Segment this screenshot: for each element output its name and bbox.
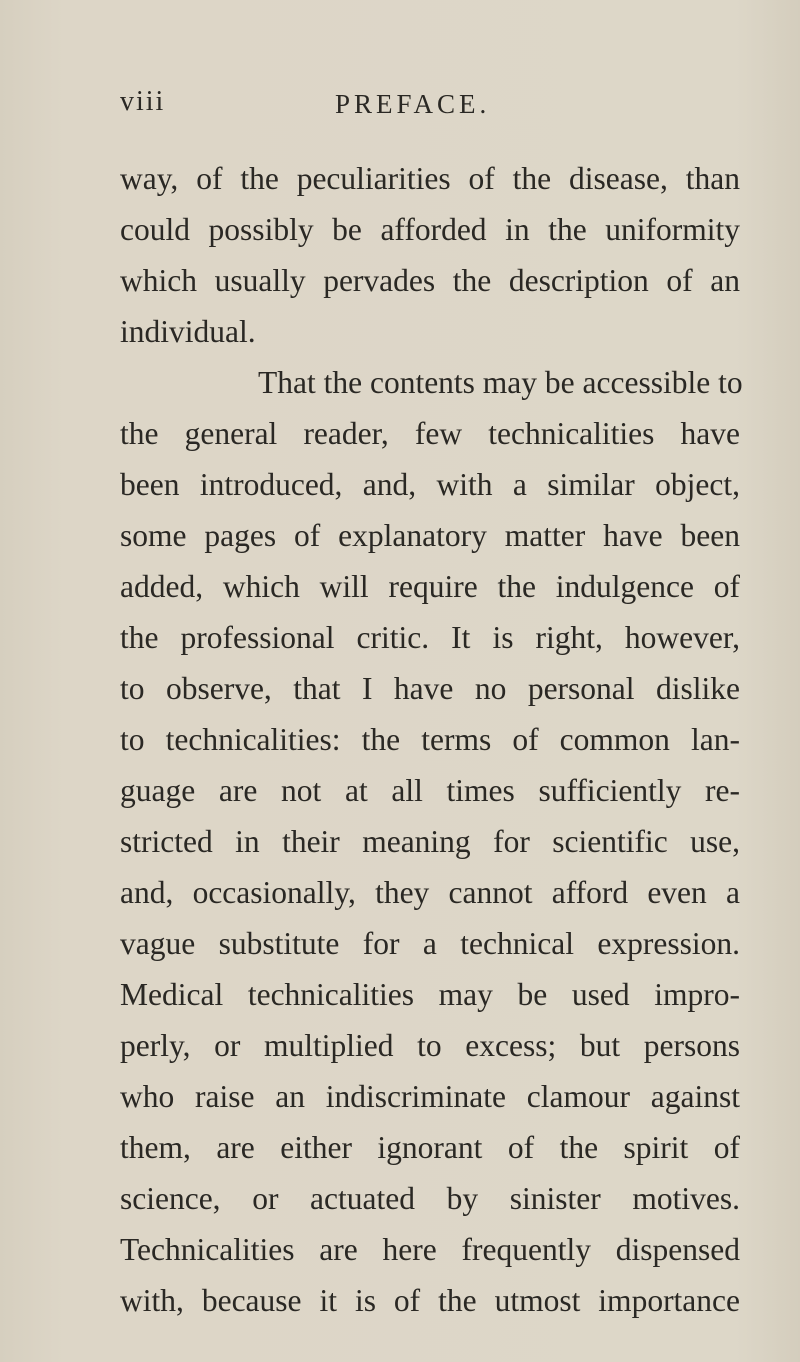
text-line: been introduced, and, with a similar object,: [120, 467, 740, 502]
text-line: them, are either ignorant of the spirit of: [120, 1130, 740, 1165]
text-line: the general reader, few technicalities have: [120, 416, 740, 451]
text-line: who raise an indiscriminate clamour against: [120, 1079, 740, 1114]
running-head: PREFACE.: [335, 89, 491, 119]
text-line: perly, or multiplied to excess; but persons: [120, 1028, 740, 1063]
text-line: stricted in their meaning for scientific use,: [120, 824, 740, 859]
text-line: the professional critic. It is right, however,: [120, 620, 740, 655]
text-line: Technicalities are here frequently dispensed: [120, 1232, 740, 1267]
text-line: vague substitute for a technical expression.: [120, 926, 740, 961]
text-line: added, which will require the indulgence of: [120, 569, 740, 604]
text-line: That the contents may be accessible to: [258, 365, 743, 400]
text-line: to technicalities: the terms of common lan-: [120, 722, 740, 757]
page-number: viii: [120, 86, 166, 117]
text-line: and, occasionally, they cannot afford even a: [120, 875, 740, 910]
text-line: which usually pervades the description of an: [120, 263, 740, 298]
text-line: individual.: [120, 314, 256, 349]
text-line: guage are not at all times sufficiently re-: [120, 773, 740, 808]
text-line: to observe, that I have no personal dislike: [120, 671, 740, 706]
text-line: some pages of explanatory matter have been: [120, 518, 740, 553]
text-line: science, or actuated by sinister motives.: [120, 1181, 740, 1216]
text-line: with, because it is of the utmost importance: [120, 1283, 740, 1318]
text-line: way, of the peculiarities of the disease, than: [120, 161, 740, 196]
text-line: Medical technicalities may be used impro-: [120, 977, 740, 1012]
text-line: could possibly be afforded in the uniformity: [120, 212, 740, 247]
